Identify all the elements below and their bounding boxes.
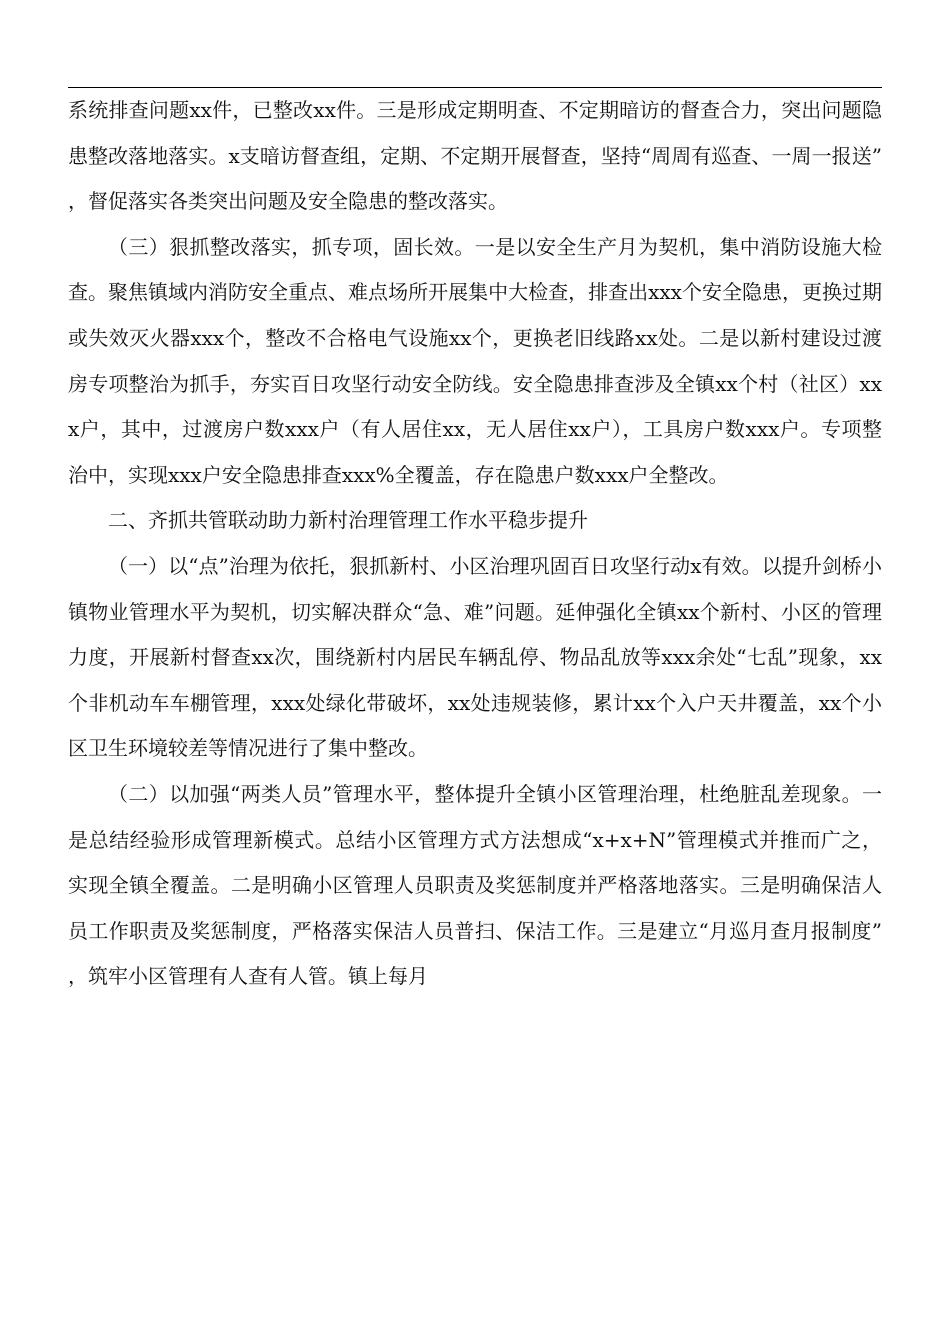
paragraph-section-three: （三）狠抓整改落实，抓专项，固长效。一是以安全生产月为契机，集中消防设施大检查。聚焦镇域内消防安全重点、难点场所开展集中大检查，排查出xxx个安全隐患，更换过期或失效灭火器xxx个，整改不合格电气设施xx个，更换老旧线路xx处。二是以新村建设过渡房专项整治为抓手，夯实百日攻坚行动安全防线。安全隐患排查涉及全镇xx个村（社区）xxx户，其中，过渡房户数xxx户（有人居住xx，无人居住xx户），工具房户数xxx户。专项整治中，实现xxx户安全隐患排查xxx%全覆盖，存在隐患户数xxx户全整改。	[68, 234, 882, 487]
paragraph-subsection-two: （二）以加强“两类人员”管理水平，整体提升全镇小区管理治理，杜绝脏乱差现象。一是总结经验形成管理新模式。总结小区管理方式方法想成“x+x+N”管理模式并推而广之，实现全镇全覆盖。二是明确小区管理人员职责及奖惩制度并严格落地落实。三是明确保洁人员工作职责及奖惩制度，严格落实保洁人员普扫、保洁工作。三是建立“月巡月查月报制度”，筑牢小区管理有人查有人管。镇上每月	[68, 781, 882, 989]
section-heading-two: 二、齐抓共管联动助力新村治理管理工作水平稳步提升	[108, 508, 588, 533]
paragraph-continuation: 系统排查问题xx件，已整改xx件。三是形成定期明查、不定期暗访的督查合力，突出问题隐患整改落地落实。x支暗访督查组，定期、不定期开展督查，坚持“周周有巡查、一周一报送”，督促落实各类突出问题及安全隐患的整改落实。	[68, 98, 882, 214]
document-body	[68, 88, 882, 1000]
paragraph-subsection-one: （一）以“点”治理为依托，狠抓新村、小区治理巩固百日攻坚行动x有效。以提升剑桥小镇物业管理水平为契机，切实解决群众“急、难”问题。延伸强化全镇xx个新村、小区的管理力度，开展新村督查xx次，围绕新村内居民车辆乱停、物品乱放等xxx余处“七乱”现象，xx个非机动车车棚管理，xxx处绿化带破坏，xx处违规装修，累计xx个入户天井覆盖，xx个小区卫生环境较差等情况进行了集中整改。	[68, 553, 882, 761]
